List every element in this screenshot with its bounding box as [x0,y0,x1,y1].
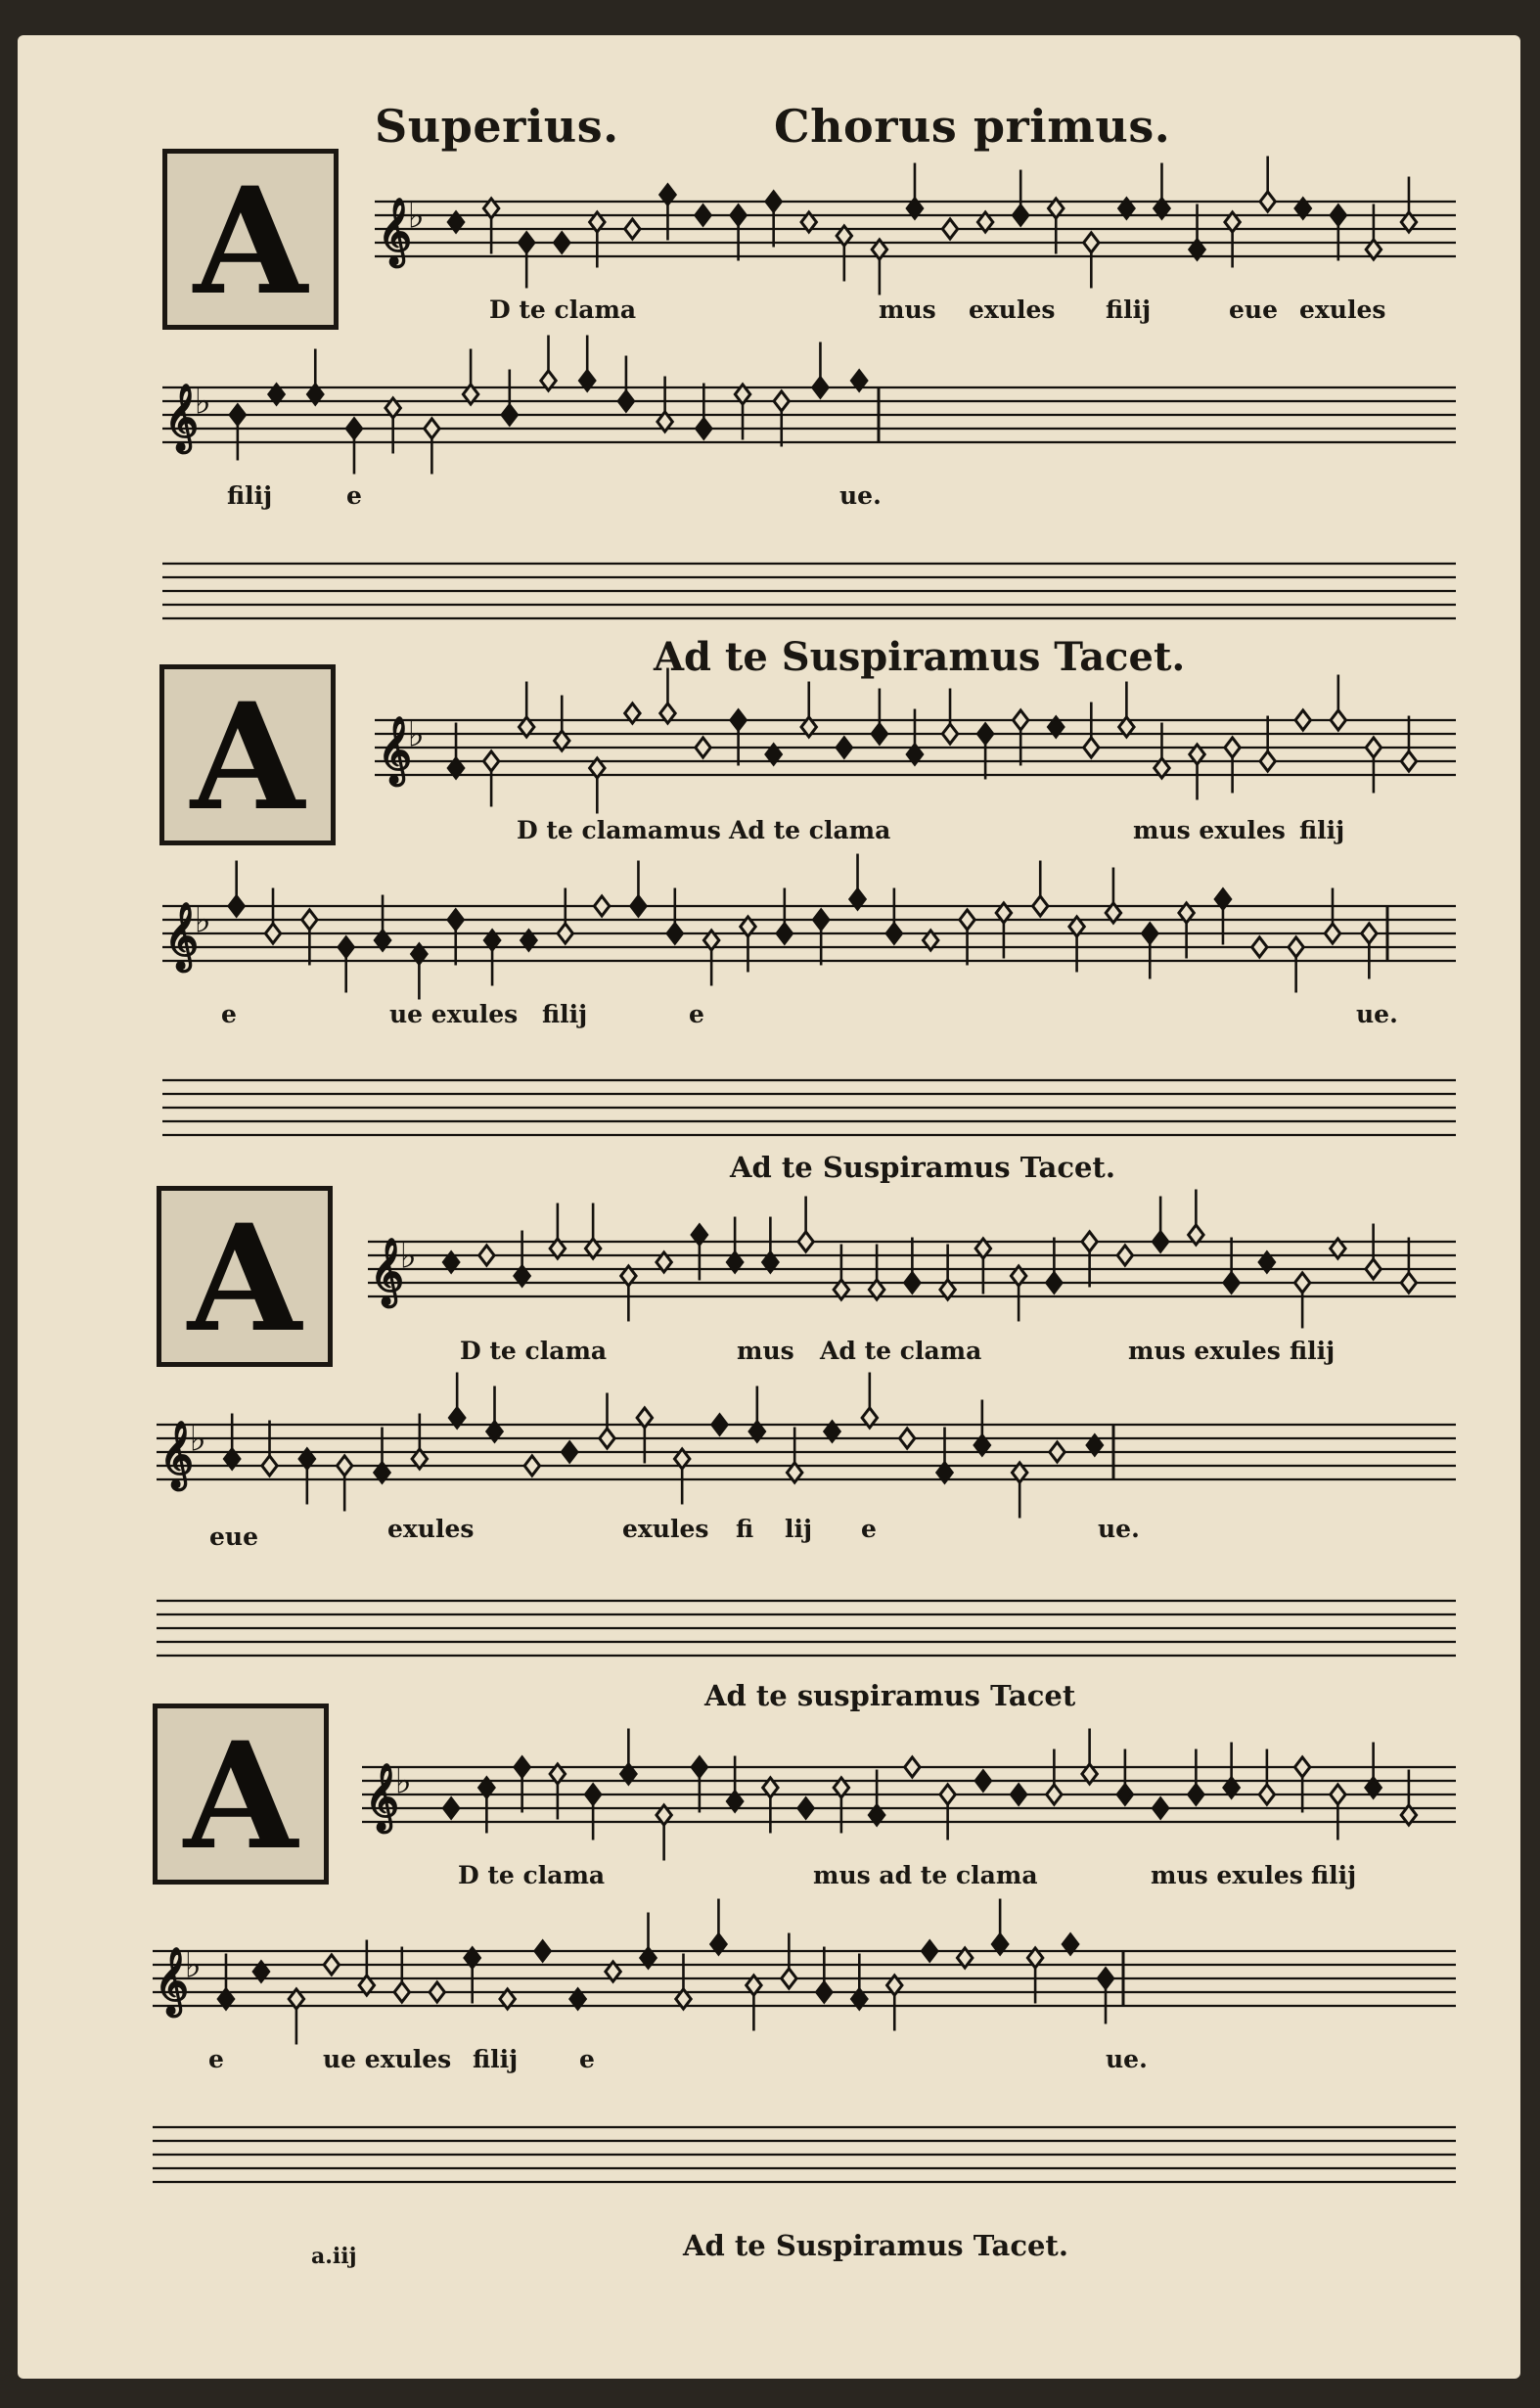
note [1331,1785,1345,1804]
clef: 𝄞 [378,197,412,265]
flat-sign: ♭ [194,898,211,941]
note [324,1955,339,1975]
note [1331,710,1345,730]
clef: 𝄞 [370,1237,404,1305]
note [1295,710,1310,730]
decorated-initial-4 [153,1704,329,1885]
lyric: fi [736,1515,754,1543]
note [667,924,682,943]
note [302,910,317,930]
note [813,378,828,397]
lyric: filij [1290,1337,1336,1365]
note [1224,1273,1239,1293]
note [1325,924,1339,943]
flat-sign: ♭ [399,1234,417,1277]
note [1260,192,1275,211]
lyric: e [208,2045,224,2073]
lyric: e [579,2045,595,2073]
lyric: mus [737,1337,794,1365]
note [1366,738,1381,757]
note [519,233,533,252]
note [782,1969,796,1988]
clef: 𝄞 [378,715,412,784]
lyric: ue. [1098,1515,1140,1543]
note [942,724,957,744]
clef: 𝄞 [164,901,199,970]
lyric: filij [542,1000,588,1028]
note [425,419,439,438]
note [262,1456,277,1476]
lyric: e [861,1515,877,1543]
note [696,205,710,225]
note [798,1232,813,1251]
note [594,896,609,916]
lyric: exules [1299,295,1386,324]
lyric: mus exules [1128,1337,1281,1365]
note [265,924,280,943]
note [443,1798,458,1818]
clef: 𝄞 [159,1420,194,1488]
clef: 𝄞 [365,1762,399,1831]
note [337,1456,351,1476]
note [1047,1273,1062,1293]
note [479,1246,494,1265]
note [1401,1273,1416,1293]
voice-title: Superius. [375,100,619,153]
lyric: filij [1299,816,1345,844]
note [535,1941,550,1961]
note [1047,1785,1062,1804]
note [813,910,828,930]
note [1260,751,1275,771]
lyric: ue exules [389,1000,519,1028]
note [712,1415,727,1434]
clef: 𝄞 [155,1946,189,2015]
note [1294,1757,1309,1777]
note [1013,205,1027,225]
note [1366,1259,1381,1279]
note [555,233,569,252]
note [697,419,711,438]
note [229,896,244,916]
lyric: D te clama [458,1861,606,1889]
note [731,205,746,225]
note [1011,1785,1025,1804]
note [230,405,245,425]
note [562,1442,576,1462]
note [692,1757,706,1777]
initial-letter: A [193,156,308,328]
note [975,1771,990,1791]
note [346,419,361,438]
note [766,192,781,211]
lyric: filij [1106,295,1152,324]
note [558,924,572,943]
lyric: mus [879,295,936,324]
lyric: ue. [839,481,882,510]
decorated-initial-1 [162,149,339,330]
flat-sign: ♭ [184,1943,202,1986]
lyric: Ad te clama [729,816,891,844]
note [618,391,633,411]
note [524,1456,539,1476]
note [502,405,517,425]
note [1084,233,1099,252]
note [1189,1785,1203,1804]
lyric: eue [1229,295,1278,324]
lyric: D te clama [460,1337,608,1365]
flat-sign: ♭ [189,1417,206,1460]
note [942,219,957,239]
tacet-heading: Ad te suspiramus Tacet [704,1679,1076,1712]
flat-sign: ♭ [394,1759,412,1802]
note [585,1785,600,1804]
lyric: filij [227,481,273,510]
note [977,724,992,744]
note [625,219,640,239]
initial-letter: A [190,671,305,843]
note [1225,738,1240,757]
note [905,1273,920,1293]
note [905,1757,920,1777]
flat-sign: ♭ [407,194,425,237]
lyric: ue. [1106,2045,1148,2073]
lyric: mus exules [1133,816,1286,844]
tacet-heading: Ad te Suspiramus Tacet. [683,2229,1068,2262]
note [1050,1442,1064,1462]
lyric: filij [473,2045,519,2073]
lyric: lij [785,1515,813,1543]
lyric: exules [969,295,1056,324]
note [940,1785,955,1804]
note [1331,205,1345,225]
initial-letter: A [183,1710,298,1883]
note [777,924,792,943]
note [394,1982,409,2002]
note [886,924,901,943]
note [448,910,463,930]
note [1098,1969,1112,1988]
note [1117,1246,1132,1265]
note [430,1982,444,2002]
note [1013,710,1027,730]
decorated-initial-2 [159,664,336,845]
lyric: e [346,481,362,510]
decorated-initial-3 [157,1186,333,1367]
lyric: ue. [1356,1000,1398,1028]
note [1143,924,1157,943]
note [600,1429,614,1448]
note [515,1757,529,1777]
note [339,937,353,957]
chorus-title: Chorus primus. [774,100,1171,153]
lyric: ue exules [323,2045,452,2073]
lyric: Ad te clama [820,1337,982,1365]
note [1294,1273,1309,1293]
lyric: e [689,1000,704,1028]
lyric: mus exules [1151,1861,1303,1889]
note [731,710,746,730]
note [1259,1785,1274,1804]
note [1289,937,1303,957]
page-signature: a.iij [311,2244,357,2269]
flat-sign: ♭ [194,380,211,423]
note [960,910,974,930]
note [798,1798,813,1818]
flat-sign: ♭ [407,712,425,755]
clef: 𝄞 [164,383,199,451]
note [631,896,646,916]
lyric: e [221,1000,237,1028]
note [1252,937,1267,957]
initial-letter: A [187,1193,302,1365]
note [1033,896,1048,916]
note [1362,924,1377,943]
note [1082,1232,1097,1251]
lyric: D te clamamus [517,816,721,844]
page [18,35,1520,2379]
lyric: exules [387,1515,475,1543]
note [899,1429,914,1448]
note [774,391,789,411]
note [817,1982,832,2002]
note [1153,1232,1167,1251]
tacet-heading: Ad te Suspiramus Tacet. [654,634,1186,680]
lyric: mus ad te clama [813,1861,1038,1889]
lyric: D te clama [489,295,637,324]
lyric: exules [622,1515,709,1543]
note [1401,751,1416,771]
note [483,751,498,771]
note [872,724,886,744]
note [923,1941,937,1961]
note [837,738,851,757]
note [696,738,710,757]
lyric: eue [209,1522,258,1551]
note [1084,738,1099,757]
lyric: filij [1311,1861,1357,1889]
note [1117,1785,1132,1804]
note [1153,1798,1167,1818]
tacet-heading: Ad te Suspiramus Tacet. [730,1151,1115,1184]
